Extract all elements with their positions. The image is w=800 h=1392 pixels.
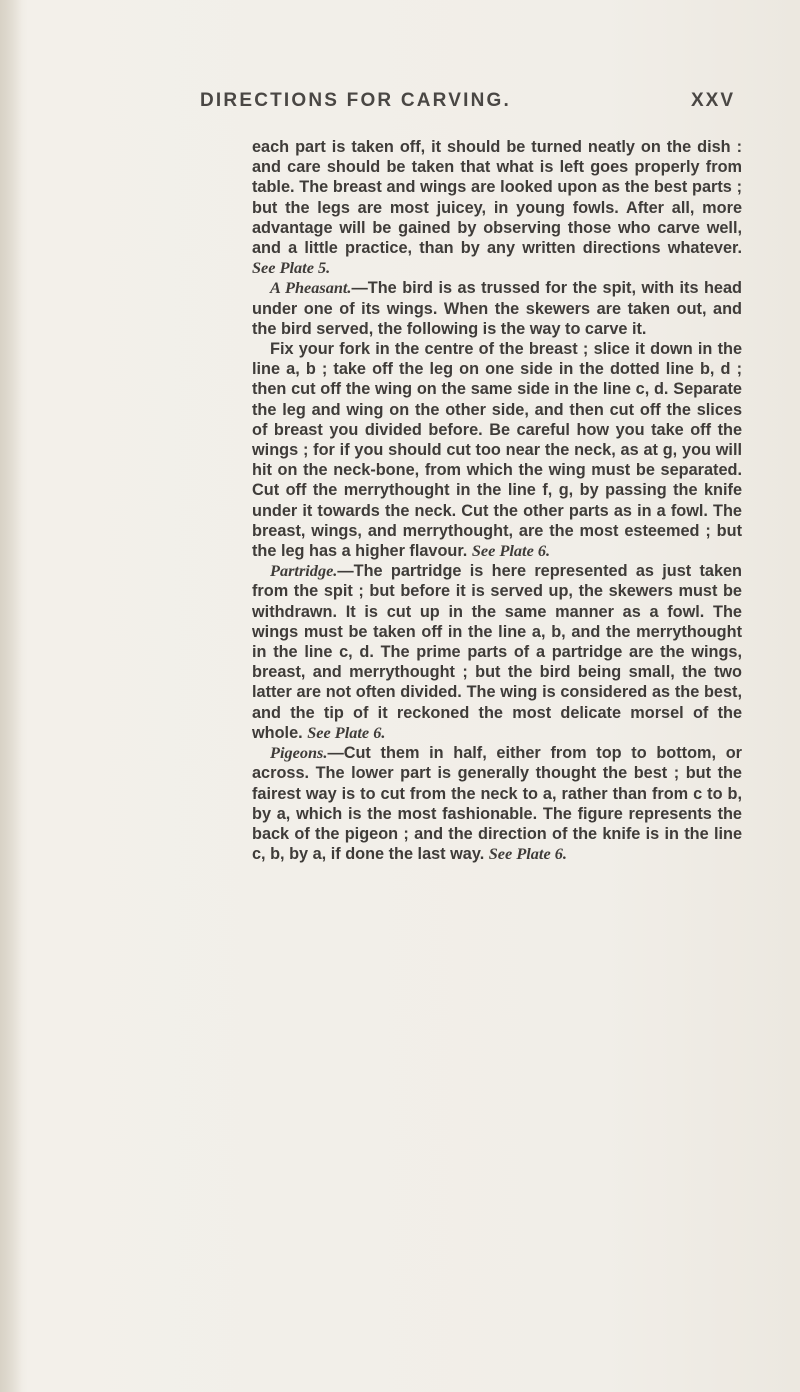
body-text — [252, 137, 742, 864]
paragraph-text: —The bird is as trussed for the spit, with its head under one of its wings. When the skewers are taken out, and the bird served, the following is the way to carve it. — [252, 279, 742, 338]
plate-reference: See Plate 6. — [471, 541, 551, 561]
page-number: XXV — [690, 90, 735, 111]
paragraph — [252, 561, 742, 743]
page-header — [200, 90, 735, 120]
section-title: Pigeons. — [270, 743, 328, 763]
section-title: Partridge. — [270, 561, 338, 581]
section-title: A Pheasant. — [270, 278, 352, 298]
paragraph-text: each part is taken off, it should be turned neatly on the dish : and care should be taken that what is left goes properly from table. The breast and wings are looked upon as the best parts ; but the legs are most juicey, in young fowls. After all, more advantage will be gained by observing those who carve well, and a little practice, than by any written directions whatever. — [252, 138, 742, 258]
plate-reference: See Plate 6. — [307, 722, 386, 742]
paragraph-text: Fix your fork in the centre of the breast ; slice it down in the line a, b ; take off the leg on one side in the dotted line b, d ; then cut off the wing on the same side in the line c, d. Separate the leg and wing on the other side, and then cut off the slices of breast you divided before. Be careful how you take off the wings ; for if you should cut too near the neck, as at g, you will hit on the neck-bone, from which the wing must be separated. Cut off the merrythought in the line f, g, by passing the knife under it towards the neck. Cut the other parts as in a fowl. The breast, wings, and merrythought, are the most esteemed ; but the leg has a higher flavour. — [252, 340, 742, 561]
plate-reference: See Plate 5. — [252, 258, 331, 278]
paragraph — [252, 339, 742, 561]
plate-reference: See Plate 6. — [488, 844, 567, 864]
paragraph-text: —Cut them in half, either from top to bottom, or across. The lower part is generally thought the best ; but the fairest way is to cut from the neck to a, rather than from c to b, by a, which is the most fashionable. The figure represents the back of the pigeon ; and the direction of the knife is in the line c, b, by a, if done the last way. — [252, 744, 742, 864]
page-gutter-shadow — [0, 0, 22, 1392]
running-head: DIRECTIONS FOR CARVING. — [200, 90, 511, 111]
paragraph — [252, 137, 742, 278]
paragraph-text: —The partridge is here represented as just taken from the spit ; but before it is served up, the skewers must be withdrawn. It is cut up in the same manner as a fowl. The wings must be taken off in the line a, b, and the merrythought in the line c, d. The prime parts of a partridge are the wings, breast, and merrythought ; but the bird being small, the two latter are not often divided. The wing is considered as the best, and the tip of it reckoned the most delicate morsel of the whole. — [252, 562, 742, 742]
paragraph — [252, 743, 742, 864]
paragraph — [252, 278, 742, 339]
